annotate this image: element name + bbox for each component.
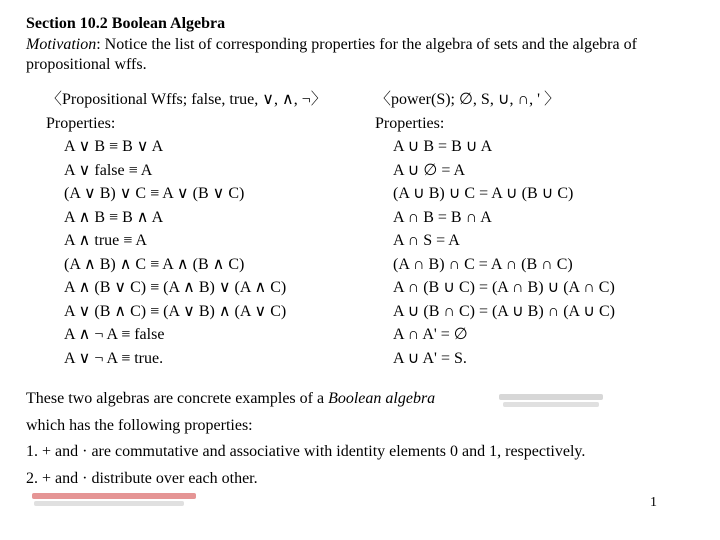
page-number: 1	[650, 495, 657, 510]
motivation-label: Motivation	[26, 36, 97, 53]
wff-law: A ∧ true ≡ A	[64, 232, 147, 249]
set-law: A ∩ A' = ∅	[393, 326, 468, 343]
watermark-stamp-red	[30, 492, 198, 508]
set-law: (A ∩ B) ∩ C = A ∩ (B ∩ C)	[393, 255, 573, 273]
wff-law: A ∧ ¬ A ≡ false	[64, 326, 165, 343]
set-law: (A ∪ B) ∪ C = A ∪ (B ∪ C)	[393, 185, 574, 202]
set-law: A ∪ B = B ∪ A	[393, 138, 493, 155]
wff-law: (A ∧ B) ∧ C ≡ A ∧ (B ∧ C)	[64, 255, 245, 273]
property-item-1: 1. + and · are commutative and associative with identity elements 0 and 1, respectively.	[26, 443, 586, 460]
set-law: A ∪ ∅ = A	[393, 161, 466, 179]
property-item-2: 2. + and · distribute over each other.	[26, 469, 258, 487]
closing-line-2: which has the following properties:	[26, 416, 253, 434]
watermark-stamp	[497, 392, 605, 410]
closing-line-1-prefix: These two algebras are concrete examples of a	[26, 390, 329, 407]
wff-signature: 〈Propositional Wffs; false, true, ∨, ∧, ¬〉	[46, 91, 327, 108]
set-law: A ∩ S = A	[393, 232, 460, 249]
wff-law: A ∧ (B ∨ C) ≡ (A ∧ B) ∨ (A ∧ C)	[64, 279, 287, 296]
boolean-algebra-term: Boolean algebra	[328, 390, 436, 407]
set-properties-label: Properties:	[375, 114, 445, 132]
set-law: A ∪ (B ∩ C) = (A ∪ B) ∩ (A ∪ C)	[393, 302, 615, 320]
wff-properties-column	[46, 88, 346, 370]
wff-law: A ∨ B ≡ B ∨ A	[64, 138, 164, 155]
wff-law: A ∨ (B ∧ C) ≡ (A ∨ B) ∧ (A ∨ C)	[64, 302, 287, 320]
set-properties-column	[375, 88, 695, 370]
wff-law: A ∧ B ≡ B ∧ A	[64, 208, 164, 226]
set-law: A ∩ (B ∪ C) = (A ∩ B) ∪ (A ∩ C)	[393, 279, 615, 296]
wff-law: (A ∨ B) ∨ C ≡ A ∨ (B ∨ C)	[64, 185, 245, 202]
motivation-paragraph	[26, 35, 706, 75]
section-title: Section 10.2 Boolean Algebra	[26, 15, 226, 32]
wff-law: A ∨ false ≡ A	[64, 161, 153, 179]
wff-law: A ∨ ¬ A ≡ true.	[64, 349, 164, 367]
wff-properties-label: Properties:	[46, 114, 116, 132]
motivation-text: : Notice the list of corresponding properties for the algebra of sets and the algebra of propositional wffs.	[26, 36, 637, 73]
set-signature: 〈power(S); ∅, S, ∪, ∩, ' 〉	[375, 91, 560, 108]
set-law: A ∪ A' = S.	[393, 349, 467, 367]
set-law: A ∩ B = B ∩ A	[393, 208, 492, 226]
